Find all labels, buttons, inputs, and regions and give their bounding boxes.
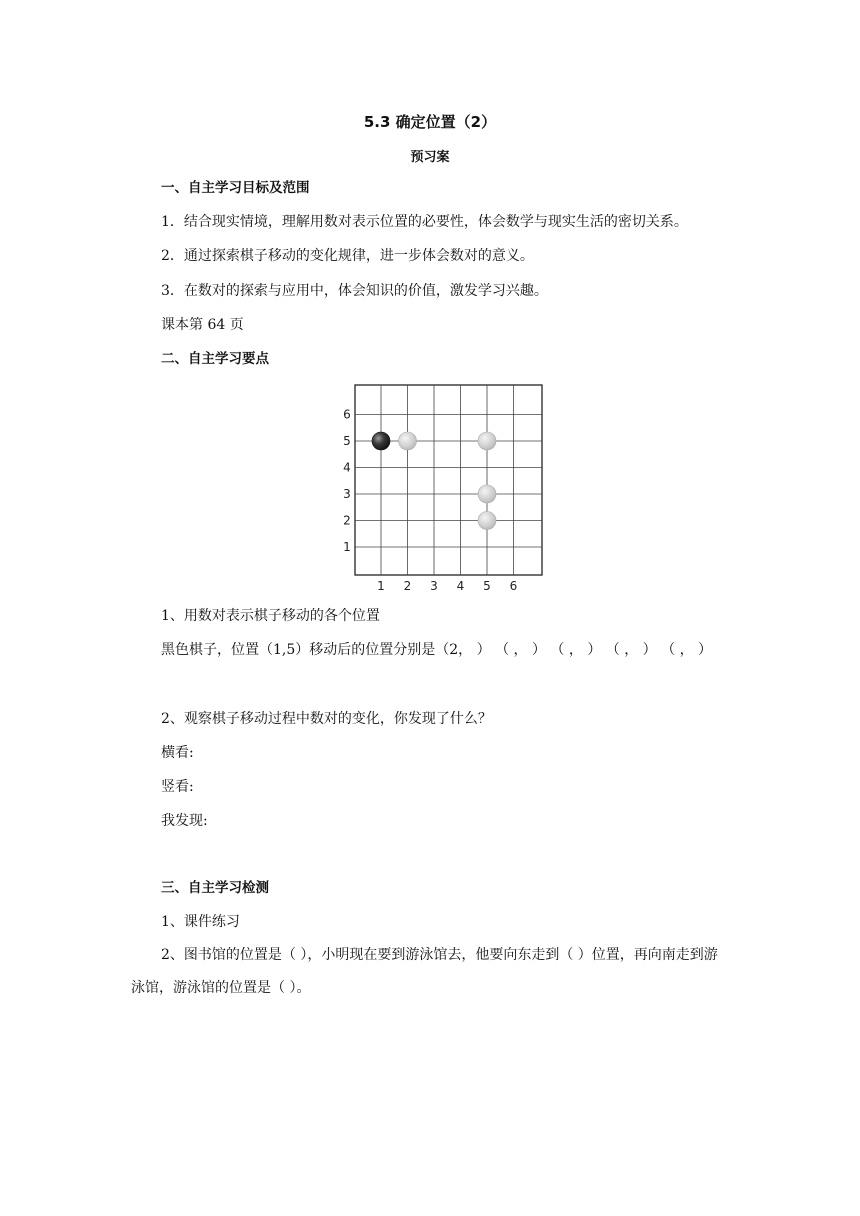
black-chess-piece <box>372 432 390 450</box>
exercise-1: 1、课件练习 <box>161 914 240 930</box>
white-chess-piece <box>478 432 496 450</box>
y-tick-label: 1 <box>343 540 351 554</box>
page-title: 5.3 确定位置（2） <box>363 113 497 131</box>
x-tick-label: 5 <box>483 579 491 593</box>
vertical-observation-label: 竖看: <box>161 779 194 795</box>
section-3-heading: 三、自主学习检测 <box>161 880 269 896</box>
goal-item-1: 1．结合现实情境，理解用数对表示位置的必要性，体会数学与现实生活的密切关系。 <box>161 214 688 230</box>
white-chess-piece <box>399 432 417 450</box>
white-chess-piece <box>478 485 496 503</box>
y-tick-label: 3 <box>343 487 351 501</box>
y-tick-label: 6 <box>343 407 351 422</box>
y-tick-label: 4 <box>343 460 351 475</box>
exercise-2: 2、图书馆的位置是（ ），小明现在要到游泳馆去，他要向东走到（ ）位置，再向南走到游泳馆，游泳馆的位置是（ ）。 <box>131 947 718 996</box>
question-2-title: 2、观察棋子移动过程中数对的变化，你发现了什么？ <box>161 711 492 727</box>
white-chess-piece <box>478 512 496 530</box>
question-1-text: 黑色棋子，位置（1,5）移动后的位置分别是（2， ） （ ， ） （ ， ） （ ， ） （ ， ） <box>161 642 713 658</box>
x-tick-label: 2 <box>403 579 412 593</box>
y-tick-label: 2 <box>343 513 351 528</box>
horizontal-observation-label: 横看: <box>161 745 194 761</box>
x-tick-label: 6 <box>509 579 518 593</box>
x-tick-label: 3 <box>430 579 438 593</box>
textbook-page-ref: 课本第 64 页 <box>161 317 244 333</box>
page-subtitle: 预习案 <box>410 150 450 165</box>
goal-item-3: 3．在数对的探索与应用中，体会知识的价值，激发学习兴趣。 <box>161 283 548 299</box>
goal-item-2: 2．通过探索棋子移动的变化规律，进一步体会数对的意义。 <box>161 248 534 264</box>
question-1-title: 1、用数对表示棋子移动的各个位置 <box>161 608 380 624</box>
chessboard-grid-figure <box>335 380 550 595</box>
discovery-label: 我发现: <box>161 813 208 829</box>
x-tick-label: 4 <box>456 579 465 593</box>
y-tick-label: 5 <box>343 434 351 448</box>
section-1-heading: 一、自主学习目标及范围 <box>161 180 310 196</box>
section-2-heading: 二、自主学习要点 <box>161 351 269 367</box>
grid-frame <box>355 385 542 575</box>
x-tick-label: 1 <box>377 579 385 593</box>
